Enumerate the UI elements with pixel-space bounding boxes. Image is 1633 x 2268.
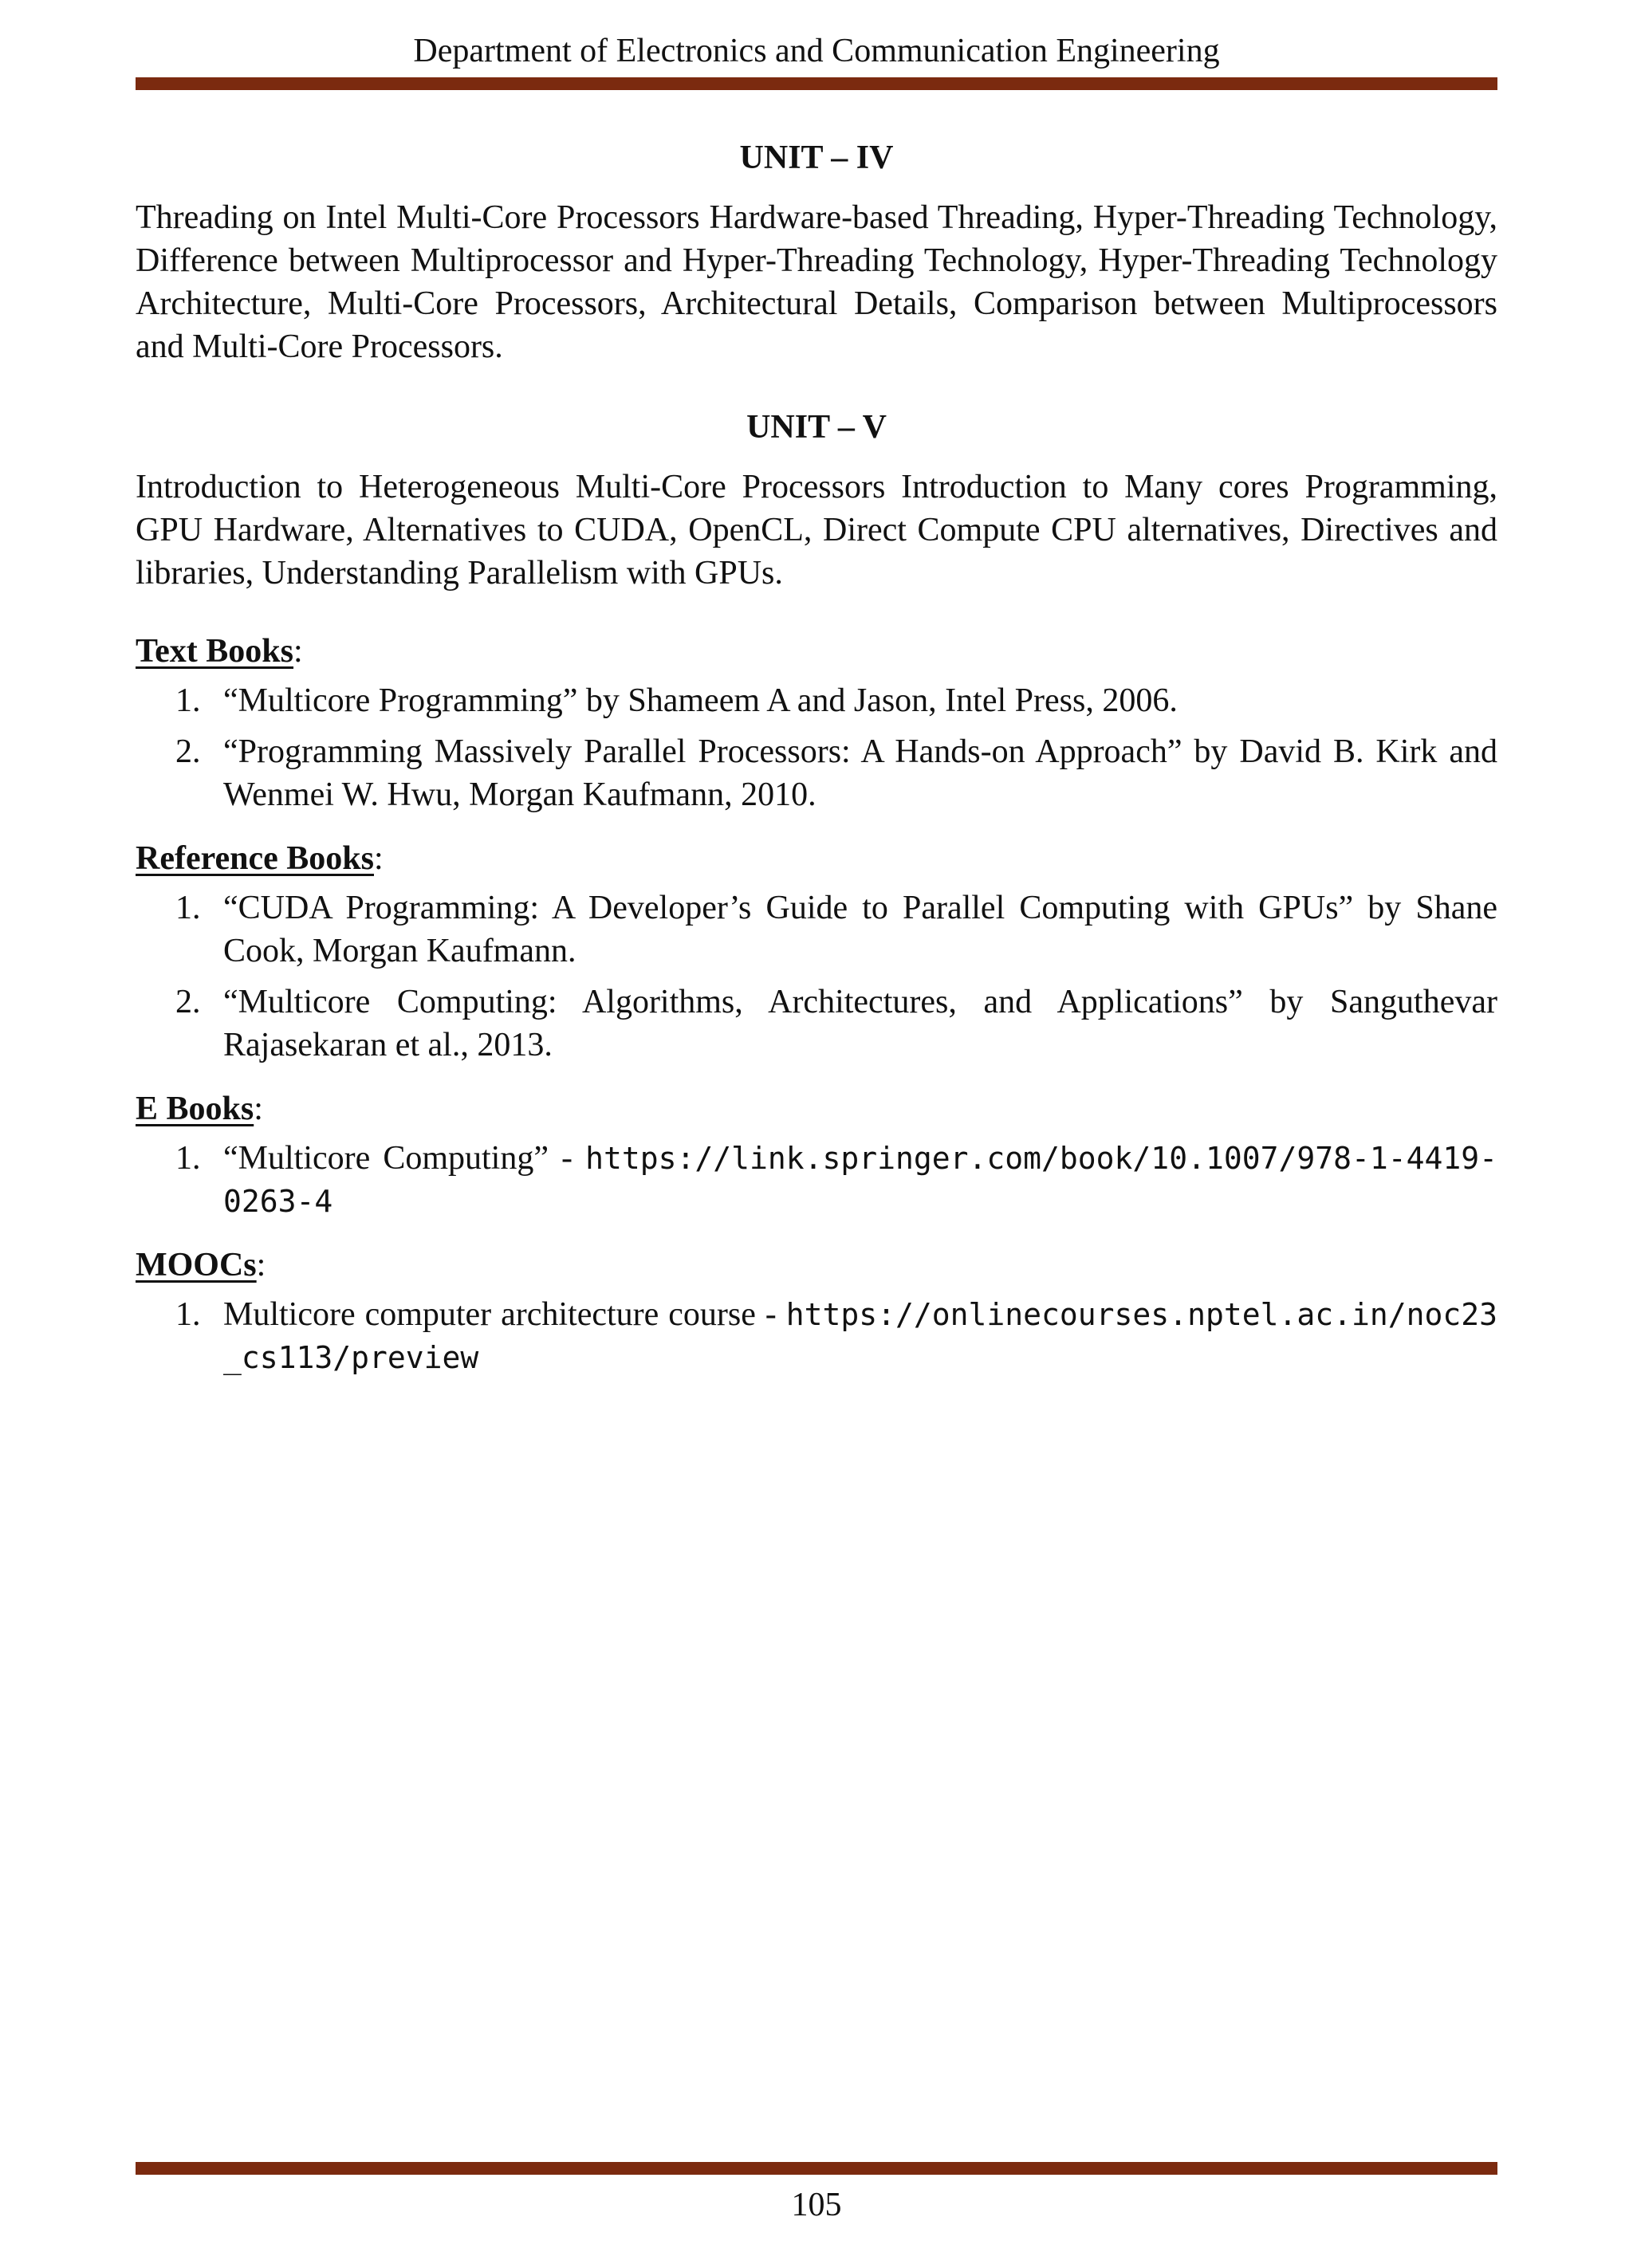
list-item-text: “Programming Massively Parallel Processors: A Hands-on Approach” by David B. Kirk and Wenmei W. Hwu, Morgan Kaufmann, 2010.: [223, 733, 1497, 813]
list-item-number: 1.: [175, 890, 201, 926]
reference-books-heading: Reference Books:: [136, 840, 384, 877]
text-books-list: [136, 679, 1497, 816]
page-number: 105: [791, 2187, 842, 2223]
page-header: Department of Electronics and Communication Engineering: [413, 33, 1220, 69]
reference-books-list: [136, 886, 1497, 1067]
e-books-heading: E Books:: [136, 1091, 263, 1127]
list-item-number: 2.: [175, 733, 201, 770]
list-item-number: 1.: [175, 1296, 201, 1333]
moocs-list: [136, 1293, 1497, 1379]
list-item-text: “Multicore Programming” by Shameem A and Jason, Intel Press, 2006.: [223, 682, 1178, 719]
reference-books-heading-label: Reference Books: [136, 840, 374, 877]
e-books-heading-label: E Books: [136, 1091, 254, 1127]
mooc-link[interactable]: https://onlinecourses.nptel.ac.in/noc23_cs113/preview: [223, 1297, 1497, 1375]
unit-4-heading: UNIT – IV: [739, 140, 894, 176]
unit-5-body: Introduction to Heterogeneous Multi-Core Processors Introduction to Many cores Programming, GPU Hardware, Alternatives to CUDA, OpenCL, Direct Compute CPU alternatives, Directives and libraries, Understanding Parallelism with GPUs.: [136, 469, 1497, 592]
header-rule: [136, 77, 1497, 90]
list-item-number: 2.: [175, 984, 201, 1020]
footer-rule: [136, 2162, 1497, 2175]
unit-5-heading: UNIT – V: [746, 409, 887, 446]
list-item: [136, 886, 1497, 973]
e-book-link[interactable]: https://link.springer.com/book/10.1007/978-1-4419-0263-4: [223, 1141, 1497, 1219]
list-item: [136, 730, 1497, 816]
moocs-heading-label: MOOCs: [136, 1247, 257, 1283]
list-item: [136, 679, 1497, 722]
list-item: [136, 1137, 1497, 1223]
list-item: [136, 981, 1497, 1067]
text-books-heading: Text Books:: [136, 633, 303, 670]
moocs-heading: MOOCs:: [136, 1247, 266, 1283]
list-item: [136, 1293, 1497, 1379]
list-item-number: 1.: [175, 682, 201, 719]
list-item-text: “Multicore Computing: Algorithms, Architectures, and Applications” by Sanguthevar Rajasekaran et al., 2013.: [223, 984, 1497, 1063]
unit-4-body: Threading on Intel Multi-Core Processors Hardware-based Threading, Hyper-Threading Technology, Difference between Multiprocessor and Hyper-Threading Technology, Hyper-Threading Technology Architecture, Multi-Core Processors, Architectural Details, Comparison between Multiprocessors and Multi-Core Processors.: [136, 199, 1497, 365]
list-item-text: “CUDA Programming: A Developer’s Guide to Parallel Computing with GPUs” by Shane Cook, Morgan Kaufmann.: [223, 890, 1497, 969]
list-item-text: Multicore computer architecture course -: [223, 1296, 786, 1333]
list-item-text: “Multicore Computing” -: [223, 1140, 586, 1177]
page-content: [136, 134, 1497, 1400]
list-item-number: 1.: [175, 1140, 201, 1177]
text-books-heading-label: Text Books: [136, 633, 294, 670]
e-books-list: [136, 1137, 1497, 1223]
